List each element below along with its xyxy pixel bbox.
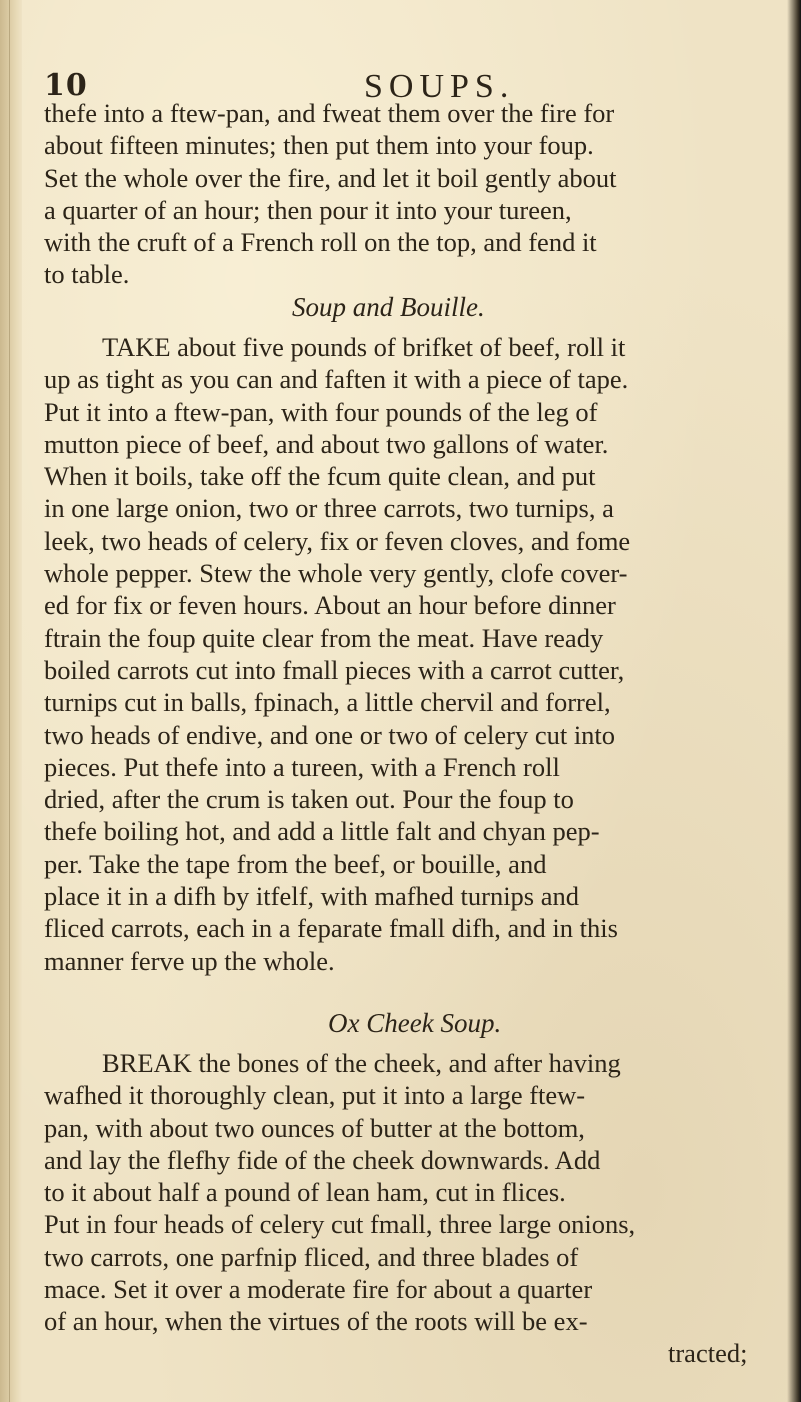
text-line: whole pepper. Stew the whole very gently, clofe cover- [44,558,628,589]
recipe-title-soup-and-bouille: Soup and Bouille. [292,292,485,322]
text-line: BREAK the bones of the cheek, and after having [102,1048,621,1078]
page-right-shadow [787,0,801,1402]
continuation-paragraph [44,97,764,291]
text-line: and lay the flefhy fide of the cheek downwards. Add [44,1144,601,1175]
text-line: with the cruft of a French roll on the top, and fend it [44,227,597,258]
catchword: tracted; [668,1338,748,1368]
text-line: per. Take the tape from the beef, or bouille, and [44,848,547,879]
text-line: pieces. Put thefe into a tureen, with a French roll [44,751,560,782]
text-line: ftrain the foup quite clear from the meat. Have ready [44,622,604,653]
running-head: SOUPS. [364,68,515,105]
text-line: to table. [44,259,130,290]
text-line: thefe boiling hot, and add a little falt and chyan pep- [44,816,600,847]
text-line: dried, after the crum is taken out. Pour the foup to [44,784,574,815]
text-line: mutton piece of beef, and about two gallons of water. [44,428,609,459]
recipe-title-ox-cheek-soup: Ox Cheek Soup. [328,1008,502,1038]
text-line: mace. Set it over a moderate fire for about a quarter [44,1274,593,1305]
text-line: two carrots, one parfnip fliced, and three blades of [44,1241,579,1272]
text-line: thefe into a ftew-pan, and fweat them over the fire for [44,98,615,128]
text-line: about fifteen minutes; then put them into your foup. [44,130,594,161]
text-line: boiled carrots cut into fmall pieces with a carrot cutter, [44,654,625,685]
text-line: in one large onion, two or three carrots, two turnips, a [44,493,614,524]
text-line: When it boils, take off the fcum quite clean, and put [44,461,596,492]
text-line: ed for fix or feven hours. About an hour before dinner [44,590,616,621]
text-line: fliced carrots, each in a feparate fmall difh, and in this [44,913,618,944]
text-line: Put in four heads of celery cut fmall, three large onions, [44,1209,636,1240]
page-number: 10 [44,68,88,103]
text-line: Set the whole over the fire, and let it boil gently about [44,162,617,193]
text-line: two heads of endive, and one or two of celery cut into [44,719,616,750]
recipe-body-soup-and-bouille [44,331,764,977]
text-line: up as tight as you can and faften it with a piece of tape. [44,364,629,395]
text-line: pan, with about two ounces of butter at the bottom, [44,1112,585,1143]
text-line: leek, two heads of celery, fix or feven cloves, and fome [44,525,631,556]
text-line: of an hour, when the virtues of the roots will be ex- [44,1306,588,1337]
text-line: turnips cut in balls, fpinach, a little chervil and forrel, [44,687,611,718]
text-line: Put it into a ftew-pan, with four pounds of the leg of [44,396,598,427]
page-binding-edge [0,0,22,1402]
text-line: TAKE about five pounds of brifket of beef, roll it [102,332,626,362]
binding-line [9,0,10,1402]
text-line: place it in a difh by itfelf, with mafhed turnips and [44,881,580,912]
text-line: to it about half a pound of lean ham, cut in flices. [44,1177,566,1208]
text-line: wafhed it thoroughly clean, put it into a large ftew- [44,1080,586,1111]
text-line: manner ferve up the whole. [44,945,335,976]
recipe-body-ox-cheek-soup [44,1047,764,1338]
text-line: a quarter of an hour; then pour it into your tureen, [44,194,572,225]
